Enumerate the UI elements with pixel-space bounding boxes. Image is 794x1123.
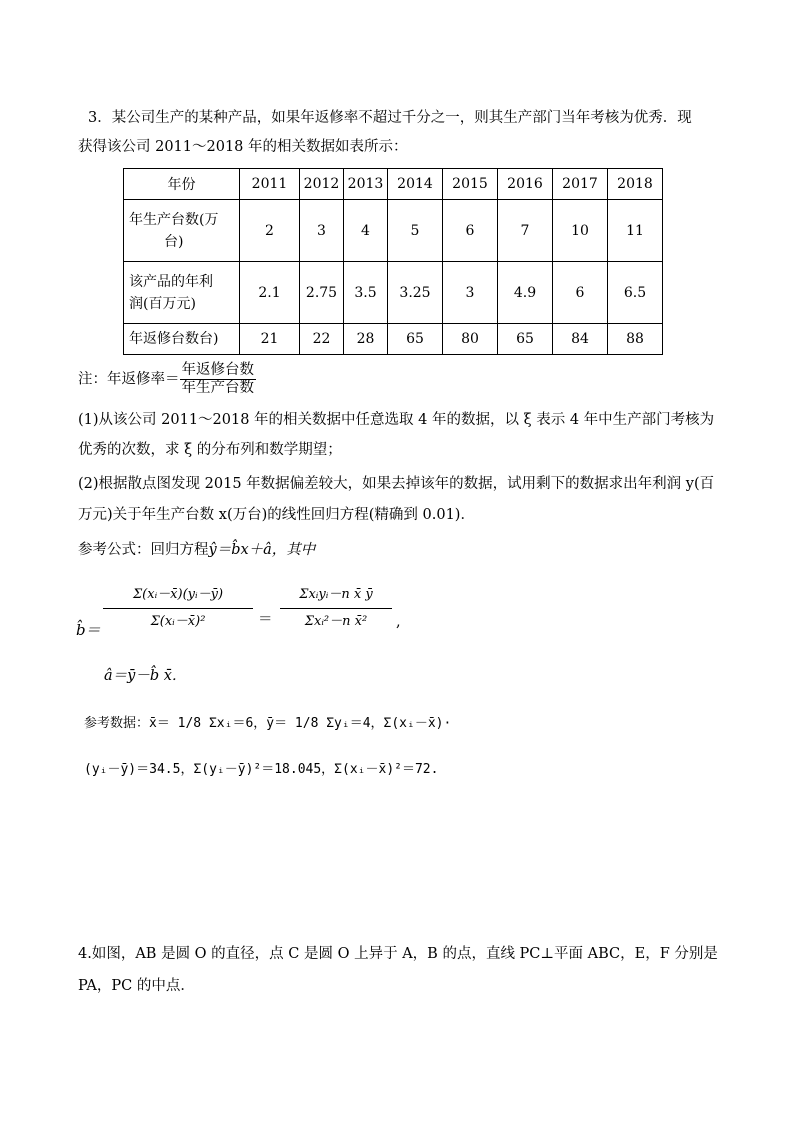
table-cell: 7 [498, 200, 553, 262]
table-cell: 22 [300, 324, 344, 355]
return-rate-fraction [180, 362, 257, 397]
fraction-numerator: Σxᵢyᵢ－n x̄ ȳ [280, 585, 392, 609]
table-cell: 4 [344, 200, 388, 262]
part1-line-a: (1)从该公司 2011～2018 年的相关数据中任意选取 4 年的数据，以 ξ 表示 4 年中生产部门考核为 [78, 412, 715, 428]
table-cell: 3.25 [388, 262, 443, 324]
regression-equation: ŷ＝b̂x＋â，其中 [208, 542, 316, 558]
fraction-denominator: Σxᵢ²－n x̄² [304, 614, 368, 629]
table-cell: 2.75 [300, 262, 344, 324]
table-cell: 5 [388, 200, 443, 262]
table-cell: 4.9 [498, 262, 553, 324]
table-cell: 3.5 [344, 262, 388, 324]
table-cell: 3 [300, 200, 344, 262]
slope-fraction-2 [280, 585, 392, 632]
table-cell: 88 [608, 324, 663, 355]
part2-line-a: (2)根据散点图发现 2015 年数据偏差较大，如果去掉该年的数据，试用剩下的数据求出年利润 y(百 [78, 476, 715, 492]
formula-intro-line [78, 540, 315, 560]
table-cell: 2013 [344, 169, 388, 200]
table-cell: 80 [443, 324, 498, 355]
q4-line-1: 4.如图，AB 是圆 O 的直径，点 C 是圆 O 上异于 A，B 的点，直线 PC⊥平面 ABC，E，F 分别是 [78, 946, 718, 962]
table-cell: 65 [498, 324, 553, 355]
table-row [124, 169, 663, 200]
table-cell: 2018 [608, 169, 663, 200]
row-label-part: 该产品的年利 [129, 273, 213, 290]
table-cell: 3 [443, 262, 498, 324]
table-cell: 2.1 [240, 262, 300, 324]
table-header-cell: 年份 [124, 169, 240, 200]
reference-data-line-1: 参考数据：x̄＝ 1/8 Σxᵢ＝6，ȳ＝ 1/8 Σyᵢ＝4，Σ(xᵢ－x̄)· [84, 716, 452, 731]
a-hat-formula: â＝ȳ－b̂ x̄． [104, 668, 187, 684]
data-table [123, 168, 663, 355]
table-cell: 2 [240, 200, 300, 262]
fraction-numerator: Σ(xᵢ－x̄)(yᵢ－ȳ) [103, 585, 253, 609]
formula-intro: 参考公式：回归方程 [78, 542, 209, 558]
fraction-numerator: 年返修台数 [181, 362, 254, 378]
q3-line-1: 3．某公司生产的某种产品，如果年返修率不超过千分之一，则其生产部门当年考核为优秀．现 [88, 110, 692, 126]
table-cell: 6.5 [608, 262, 663, 324]
row-label-part: 台) [164, 233, 184, 250]
table-row-label [124, 262, 240, 324]
equals-sign: ＝ [258, 612, 273, 628]
fraction-denominator: 年生产台数 [181, 380, 254, 396]
table-cell: 11 [608, 200, 663, 262]
b-hat-label: b̂＝ [76, 621, 101, 639]
table-row [124, 324, 663, 355]
row-label-part: 润(百万元) [129, 295, 196, 312]
note-line [78, 362, 256, 397]
table-cell: 84 [553, 324, 608, 355]
note-prefix: 注：年返修率＝ [78, 371, 180, 388]
table-cell: 2015 [443, 169, 498, 200]
q3-line-2: 获得该公司 2011～2018 年的相关数据如表所示： [78, 139, 408, 155]
row-label-part: 年生产台数(万 [129, 211, 219, 228]
reference-data-line-2: (yᵢ－ȳ)＝34.5，Σ(yᵢ－ȳ)²＝18.045，Σ(xᵢ－x̄)²＝72. [84, 762, 439, 777]
table-row [124, 262, 663, 324]
table-row [124, 200, 663, 262]
table-cell: 2012 [300, 169, 344, 200]
table-row-label [124, 200, 240, 262]
part1-line-b: 优秀的次数，求 ξ 的分布列和数学期望； [78, 442, 342, 458]
table-row-label: 年返修台数台) [124, 324, 240, 355]
part2-line-b: 万元)关于年生产台数 x(万台)的线性回归方程(精确到 0.01)． [78, 507, 475, 523]
table-cell: 2017 [553, 169, 608, 200]
table-cell: 6 [553, 262, 608, 324]
fraction-denominator: Σ(xᵢ－x̄)² [150, 614, 206, 629]
q4-line-2: PA，PC 的中点． [78, 978, 195, 994]
table-cell: 2014 [388, 169, 443, 200]
table-cell: 2011 [240, 169, 300, 200]
table-cell: 2016 [498, 169, 553, 200]
table-cell: 21 [240, 324, 300, 355]
table-cell: 6 [443, 200, 498, 262]
table-cell: 28 [344, 324, 388, 355]
slope-fraction-1 [103, 585, 253, 632]
table-cell: 65 [388, 324, 443, 355]
comma: , [396, 614, 401, 630]
table-cell: 10 [553, 200, 608, 262]
